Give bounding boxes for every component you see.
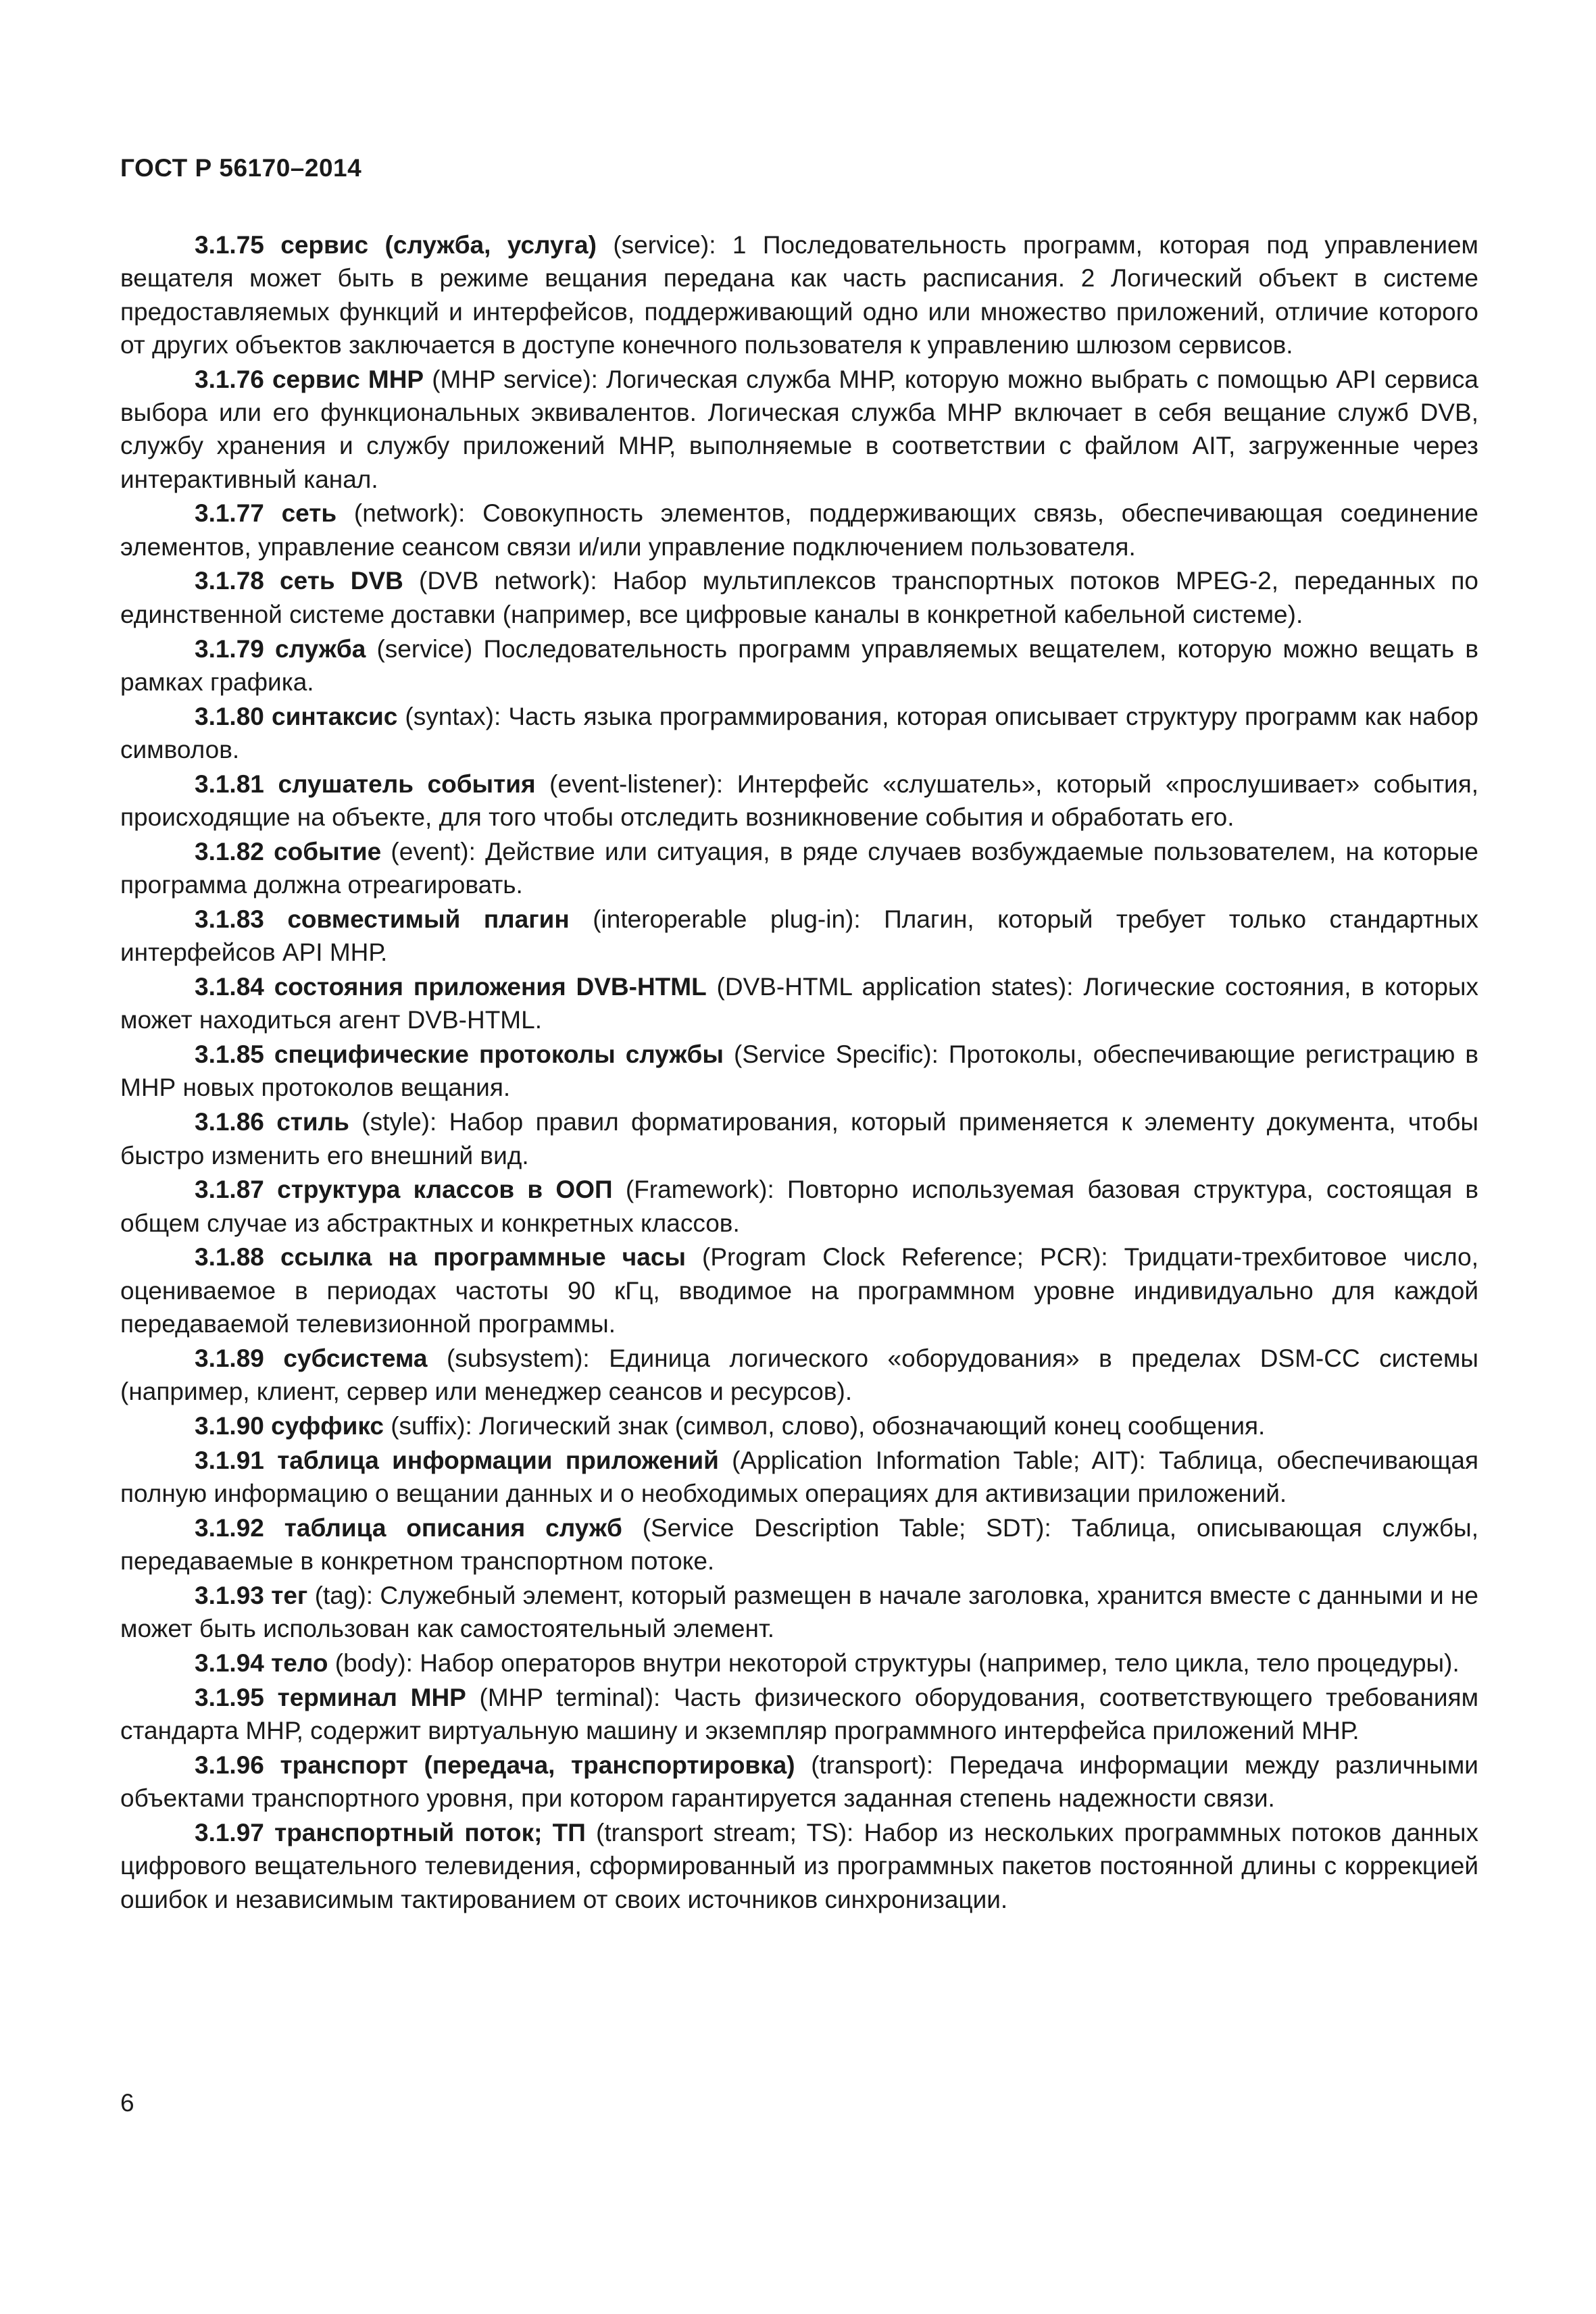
entry-term: транспорт (передача, транспортировка) (280, 1751, 795, 1779)
entry-term: транспортный поток; ТП (274, 1818, 586, 1846)
entry-number: 3.1.80 (195, 702, 264, 730)
entry-text: (network): Совокупность элементов, поддерживающих связь, обеспечивающая соединение элементов, управление сеансом связи и/или управление подключением пользователя. (120, 499, 1479, 561)
definition-entry (120, 497, 1478, 563)
entry-number: 3.1.93 (195, 1581, 264, 1609)
entry-text: (service): 1 Последовательность программ, которая под управлением вещателя может быть в режиме вещания передана как часть расписания. 2 Логический объект в системе предоставляемых функций и интерфейсов, поддерживающий одно или множество приложений, отличие которого от других объектов заключается в доступе конечного пользователя к управлению шлюзом сервисов. (120, 231, 1478, 359)
entry-term: таблица информации приложений (277, 1446, 719, 1474)
entry-text: (MHP terminal): Часть физического оборудования, соответствующего требованиям стандарта МНР, содержит виртуальную машину и экземпляр программного интерфейса приложений МНР. (120, 1683, 1479, 1745)
definition-entry (120, 1646, 1478, 1680)
entry-text: (syntax): Часть языка программирования, которая описывает структуру программ как набор символов. (120, 702, 1479, 763)
entry-term: слушатель события (278, 770, 536, 798)
entry-term: состояния приложения DVB-HTML (274, 973, 707, 1001)
entry-number: 3.1.86 (195, 1108, 264, 1136)
entry-term: суффикс (271, 1411, 384, 1440)
entry-term: специфические протоколы службы (274, 1040, 724, 1069)
definition-entry (120, 1409, 1478, 1442)
entry-number: 3.1.78 (195, 567, 264, 595)
entry-text: (tag): Служебный элемент, который размещен в начале заголовка, хранится вместе с данными и не может быть использован как самостоятельный элемент. (120, 1581, 1478, 1643)
entry-number: 3.1.88 (195, 1243, 264, 1272)
entry-number: 3.1.89 (195, 1344, 264, 1372)
entry-number: 3.1.95 (195, 1683, 264, 1711)
entry-term: сеть DVB (280, 567, 403, 595)
definition-entry (120, 768, 1478, 834)
entry-text: (subsystem): Единица логического «оборудования» в пределах DSM-CC системы (например, клиент, сервер или менеджер сеансов и ресурсов). (120, 1344, 1478, 1406)
entry-term: терминал МНР (277, 1683, 466, 1711)
page-number: 6 (120, 2089, 134, 2117)
entry-term: таблица описания служб (284, 1513, 622, 1542)
definition-entry (120, 1749, 1478, 1815)
entry-text: (transport stream; TS): Набор из нескольких программных потоков данных цифрового вещательного телевидения, сформированный из программных пакетов постоянной длины с коррекцией ошибок и независимым тактированием от своих источников синхронизации. (120, 1818, 1478, 1913)
entry-number: 3.1.77 (195, 499, 264, 528)
definition-entry (120, 228, 1478, 361)
entry-text: (body): Набор операторов внутри некоторой структуры (например, тело цикла, тело процедуры). (328, 1649, 1460, 1677)
entry-term: сеть (281, 499, 337, 528)
definition-entry (120, 903, 1478, 970)
entry-number: 3.1.90 (195, 1411, 264, 1440)
entry-number: 3.1.76 (195, 365, 264, 393)
definition-entry (120, 1579, 1478, 1646)
entry-text: (suffix): Логический знак (символ, слово), обозначающий конец сообщения. (383, 1411, 1266, 1440)
definition-entry (120, 1511, 1478, 1578)
entry-number: 3.1.81 (195, 770, 264, 798)
entry-number: 3.1.85 (195, 1040, 264, 1069)
entry-text: (Application Information Table; AIT): Таблица, обеспечивающая полную информацию о вещании данных и о необходимых операциях для активизации приложений. (120, 1446, 1478, 1507)
entry-number: 3.1.94 (195, 1649, 264, 1677)
entry-term: совместимый плагин (287, 905, 570, 933)
entry-text: (Service Specific): Протоколы, обеспечивающие регистрацию в МНР новых протоколов вещания. (120, 1040, 1479, 1102)
entry-term: стиль (276, 1108, 349, 1136)
entry-text: (DVB network): Набор мультиплексов транспортных потоков MPEG-2, переданных по единственной системе доставки (например, все цифровые каналы в конкретной кабельной системе). (120, 567, 1478, 628)
definition-entry (120, 1444, 1478, 1511)
document-header: ГОСТ Р 56170–2014 (120, 154, 362, 182)
entry-term: сервис МНР (272, 365, 424, 393)
definition-entry (120, 835, 1478, 902)
entry-term: сервис (служба, услуга) (280, 231, 597, 259)
entry-term: ссылка на программные часы (280, 1243, 686, 1272)
entry-term: тело (271, 1649, 328, 1677)
entry-text: (Program Clock Reference; PCR): Тридцати-трехбитовое число, оцениваемое в периодах частоты 90 кГц, вводимое на программном уровне индивидуально для каждой передаваемой телевизионной программы. (120, 1243, 1479, 1338)
entry-term: тег (271, 1581, 308, 1609)
entry-text: (event): Действие или ситуация, в ряде случаев возбуждаемые пользователем, на которые программа должна отреагировать. (120, 837, 1478, 899)
entry-term: синтаксис (272, 702, 398, 730)
entry-text: (MHP service): Логическая служба МНР, которую можно выбрать с помощью API сервиса выбора или его функциональных эквивалентов. Логическая служба МНР включает в себя вещание служб DVB, службу хранения и службу приложений МНР, выполняемые в соответствии с файлом AIT, загруженные через интерактивный канал. (120, 365, 1479, 493)
entry-number: 3.1.87 (195, 1176, 264, 1204)
definition-entry (120, 564, 1478, 631)
definitions-list (120, 228, 1478, 1917)
entry-text: (interoperable plug-in): Плагин, который требует только стандартных интерфейсов API МНР. (120, 905, 1479, 967)
definition-entry (120, 1240, 1478, 1340)
entry-number: 3.1.83 (195, 905, 264, 933)
entry-term: событие (274, 837, 382, 865)
entry-text: (DVB-HTML application states): Логические состояния, в которых может находиться агент DVB-HTML. (120, 973, 1479, 1034)
entry-term: служба (275, 634, 366, 663)
entry-number: 3.1.96 (195, 1751, 264, 1779)
entry-text: (Service Description Table; SDT): Таблица, описывающая службы, передаваемые в конкретном транспортном потоке. (120, 1513, 1478, 1576)
entry-number: 3.1.92 (195, 1513, 264, 1542)
definition-entry (120, 1038, 1478, 1105)
entry-text: (style): Набор правил форматирования, который применяется к элементу документа, чтобы быстро изменить его внешний вид. (120, 1108, 1478, 1169)
entry-number: 3.1.82 (195, 837, 264, 865)
definition-entry (120, 970, 1478, 1037)
definition-entry (120, 1105, 1478, 1172)
definition-entry (120, 363, 1478, 496)
entry-text: (event-listener): Интерфейс «слушатель», который «прослушивает» события, происходящие на объекте, для того чтобы отследить возникновение события и обработать его. (120, 770, 1479, 832)
entry-term: субсистема (283, 1344, 428, 1372)
entry-number: 3.1.91 (195, 1446, 264, 1474)
definition-entry (120, 1816, 1478, 1916)
definition-entry (120, 1173, 1478, 1240)
definition-entry (120, 700, 1478, 767)
entry-text: (service) Последовательность программ управляемых вещателем, которую можно вещать в рамках графика. (120, 634, 1479, 696)
entry-number: 3.1.79 (195, 634, 264, 663)
entry-number: 3.1.84 (195, 973, 264, 1001)
entry-term: структура классов в ООП (277, 1176, 613, 1204)
entry-number: 3.1.97 (195, 1818, 264, 1846)
definition-entry (120, 1681, 1478, 1748)
definition-entry (120, 632, 1478, 699)
entry-text: (Framework): Повторно используемая базовая структура, состоящая в общем случае из абстрактных и конкретных классов. (120, 1176, 1479, 1237)
entry-number: 3.1.75 (195, 231, 264, 259)
definition-entry (120, 1342, 1478, 1409)
entry-text: (transport): Передача информации между различными объектами транспортного уровня, при котором гарантируется заданная степень надежности связи. (120, 1751, 1478, 1813)
